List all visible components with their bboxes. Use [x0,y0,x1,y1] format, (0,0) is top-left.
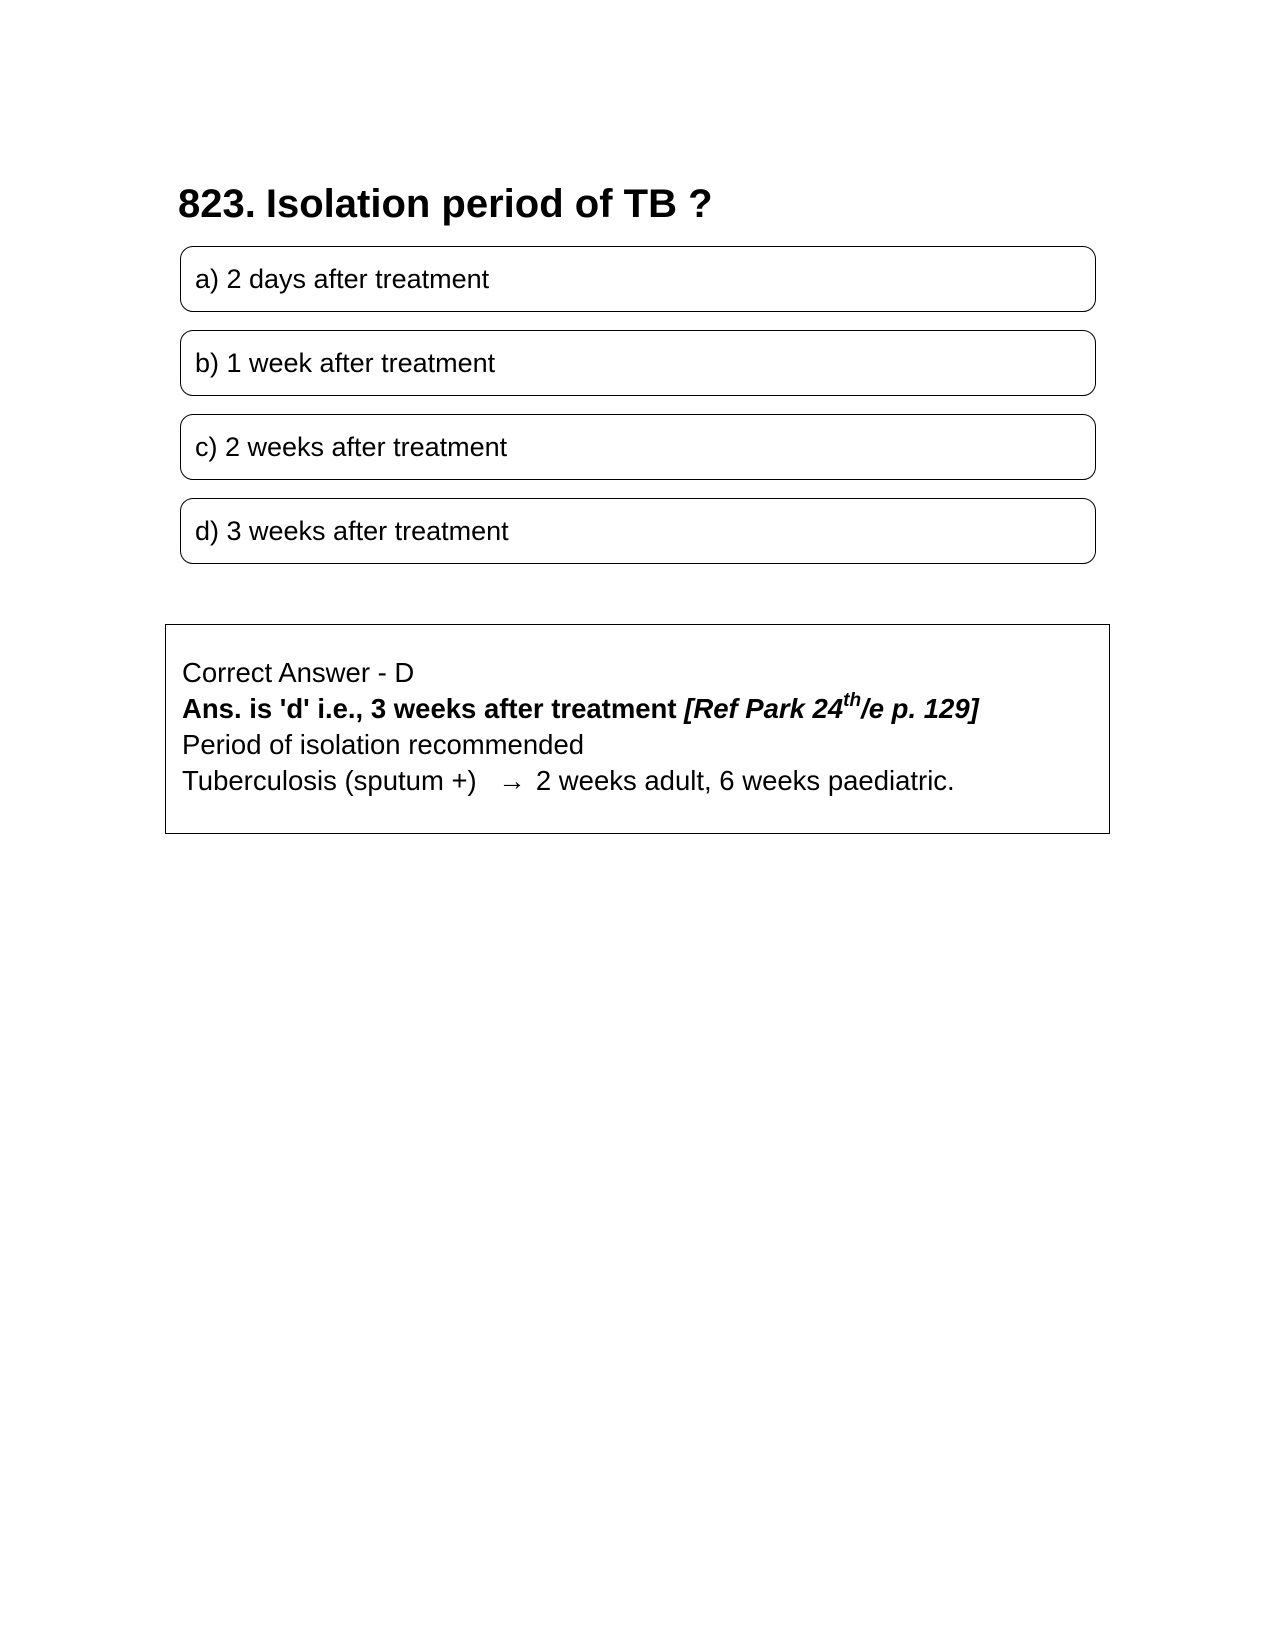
isolation-detail [182,763,1109,799]
answer-box [165,624,1110,834]
explanation-bold: Ans. is 'd' i.e., 3 weeks after treatment [182,693,685,724]
question-text: Isolation period of TB ? [265,182,713,226]
question-title [178,178,713,230]
isolation-heading: Period of isolation recommended [182,729,585,760]
option-d[interactable]: d) 3 weeks after treatment [180,498,1096,564]
answer-explanation [182,691,1109,727]
reference [684,689,979,724]
correct-answer: Correct Answer - D [182,657,415,688]
reference-prefix: [Ref Park 24 [684,693,844,724]
option-c[interactable]: c) 2 weeks after treatment [180,414,1096,480]
option-b[interactable]: b) 1 week after treatment [180,330,1096,396]
option-a[interactable]: a) 2 days after treatment [180,246,1096,312]
disease-label: Tuberculosis (sputum +) [182,765,485,796]
question-number: 823. [178,182,256,226]
reference-superscript: th [843,689,862,711]
isolation-duration: 2 weeks adult, 6 weeks paediatric. [535,765,955,796]
arrow-icon: → [498,765,526,796]
reference-suffix: /e p. 129] [861,693,979,724]
